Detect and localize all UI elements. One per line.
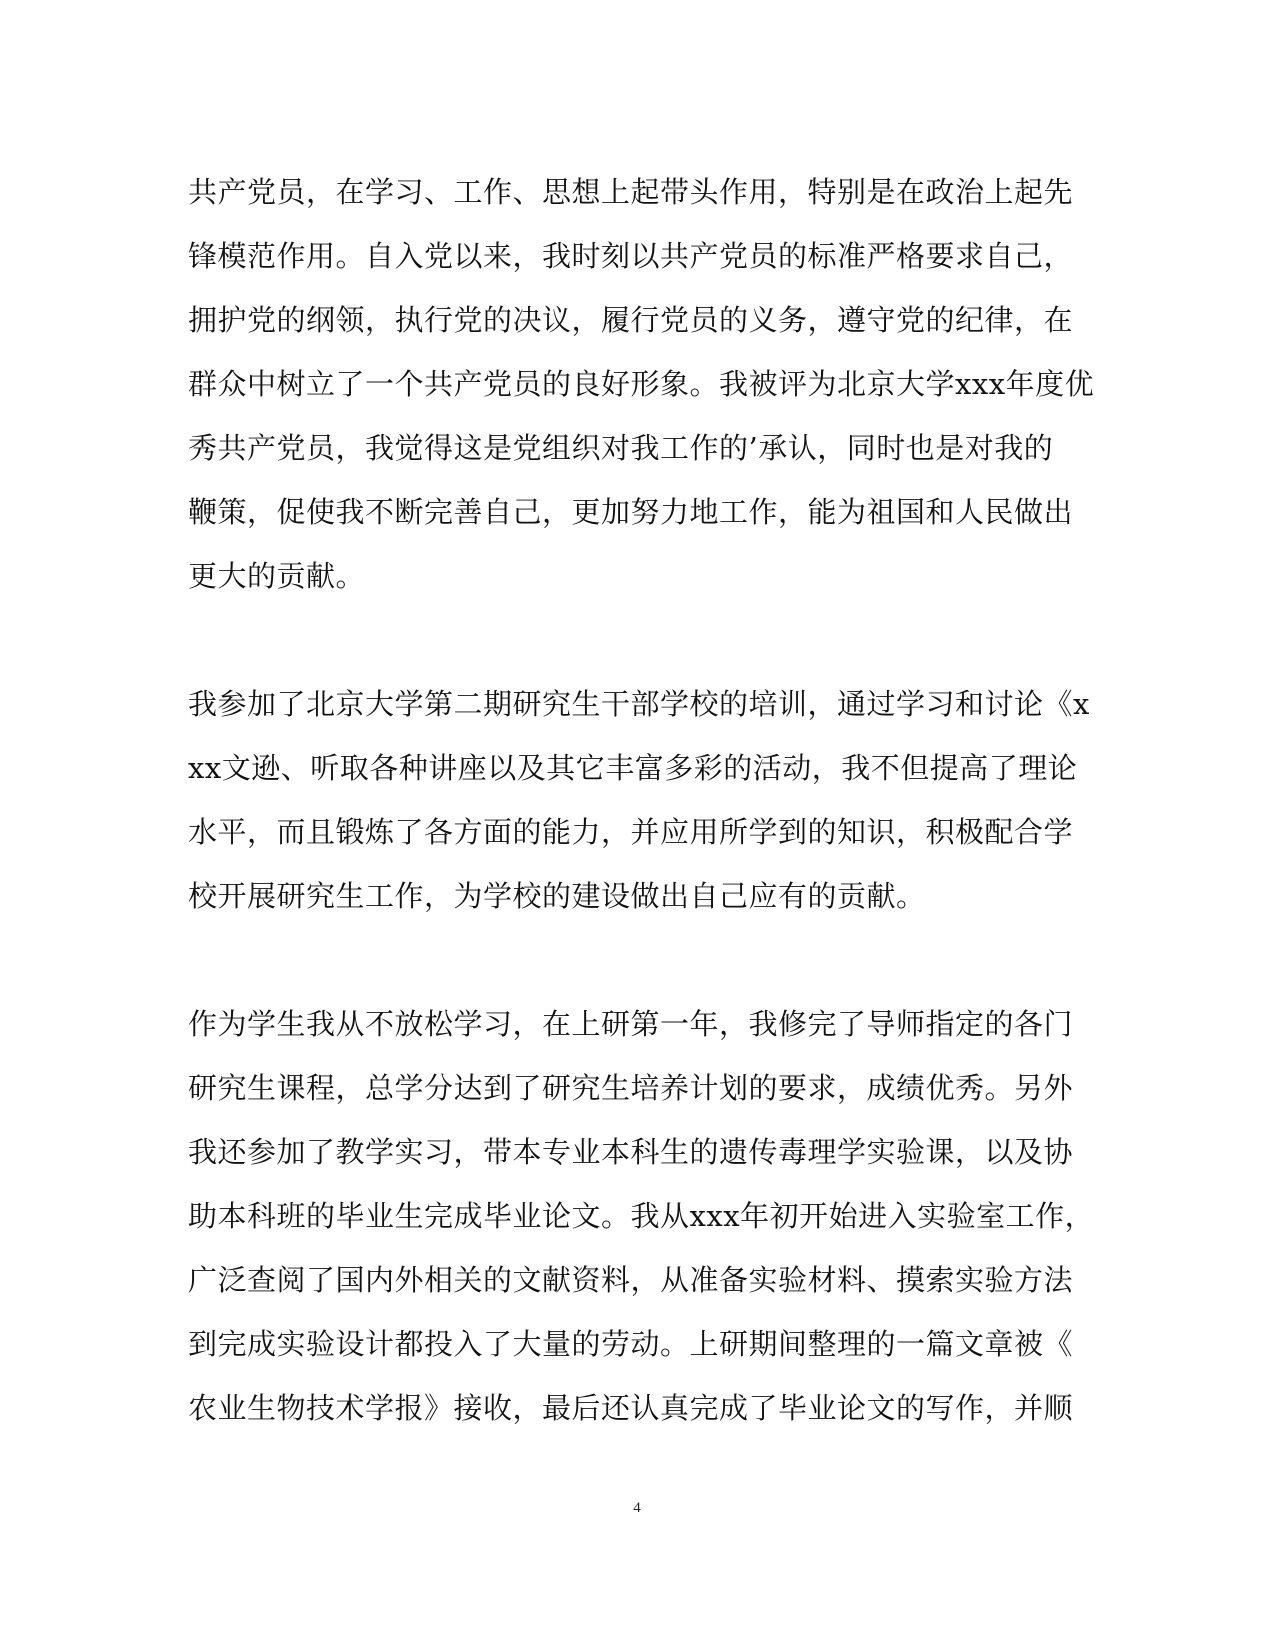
paragraph-spacer (188, 608, 1088, 672)
paragraph-line: 农业生物技术学报》接收，最后还认真完成了毕业论文的写作，并顺 (188, 1391, 1074, 1425)
paragraph-line: 水平，而且锻炼了各方面的能力，并应用所学到的知识，积极配合学 (188, 815, 1074, 849)
paragraph-spacer (188, 928, 1088, 992)
paragraph-line: 作为学生我从不放松学习，在上研第一年，我修完了导师指定的各门 (188, 1007, 1074, 1041)
paragraph-line: 我参加了北京大学第二期研究生干部学校的培训，通过学习和讨论《x (188, 687, 1090, 721)
paragraph-cadre-training (188, 672, 1088, 928)
paragraph-line: 群众中树立了一个共产党员的良好形象。我被评为北京大学xxx年度优 (188, 367, 1095, 401)
paragraph-line: 到完成实验设计都投入了大量的劳动。上研期间整理的一篇文章被《 (188, 1327, 1074, 1361)
paragraph-line: 我还参加了教学实习，带本专业本科生的遗传毒理学实验课，以及协 (188, 1135, 1074, 1169)
paragraph-line: 锋模范作用。自入党以来，我时刻以共产党员的标准严格要求自己， (188, 239, 1074, 273)
paragraph-line: 校开展研究生工作，为学校的建设做出自己应有的贡献。 (188, 879, 926, 913)
paragraph-line: 拥护党的纲领，执行党的决议，履行党员的义务，遵守党的纪律，在 (188, 303, 1074, 337)
document-body (188, 160, 1095, 1440)
paragraph-line: 更大的贡献。 (188, 559, 366, 593)
paragraph-line: 研究生课程，总学分达到了研究生培养计划的要求，成绩优秀。另外 (188, 1071, 1074, 1105)
paragraph-line: 鞭策，促使我不断完善自己，更加努力地工作，能为祖国和人民做出 (188, 495, 1074, 529)
paragraph-study (188, 992, 1095, 1440)
paragraph-party-member (188, 160, 1095, 608)
paragraph-line: xx文逊、听取各种讲座以及其它丰富多彩的活动，我不但提高了理论 (188, 751, 1078, 785)
paragraph-line: 共产党员，在学习、工作、思想上起带头作用，特别是在政治上起先 (188, 175, 1074, 209)
paragraph-line: 广泛查阅了国内外相关的文献资料，从准备实验材料、摸索实验方法 (188, 1263, 1074, 1297)
paragraph-line: 秀共产党员，我觉得这是党组织对我工作的’承认，同时也是对我的 (188, 431, 1054, 465)
page-number: 4 (633, 1500, 641, 1516)
paragraph-line: 助本科班的毕业生完成毕业论文。我从xxx年初开始进入实验室工作， (188, 1199, 1095, 1233)
